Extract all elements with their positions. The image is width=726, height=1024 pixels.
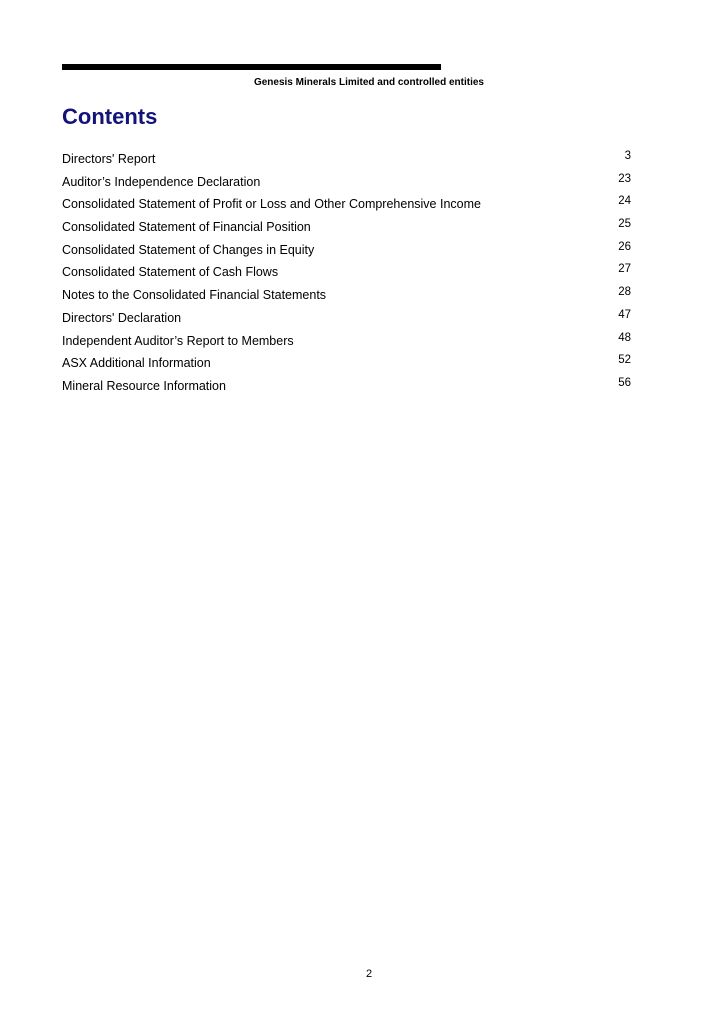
toc-entry-page: 3 [624, 150, 631, 162]
toc-entry-label: Consolidated Statement of Cash Flows [62, 265, 279, 280]
toc-entry-independent-auditors-report[interactable] [62, 332, 631, 355]
toc-entry-page: 24 [618, 195, 631, 208]
toc-entry-statement-of-changes-in-equity[interactable] [62, 241, 631, 264]
toc-entry-label: Auditor’s Independence Declaration [62, 174, 261, 189]
toc-entry-page: 23 [618, 172, 631, 185]
header-rule [62, 64, 441, 70]
toc-entry-page: 52 [618, 354, 631, 367]
toc-entry-page: 25 [618, 218, 631, 231]
toc-entry-directors-report[interactable] [62, 150, 631, 173]
toc-entry-page: 48 [618, 331, 631, 344]
toc-entry-page: 47 [618, 308, 631, 321]
toc-entry-label: Directors' Declaration [62, 310, 182, 325]
toc-entry-label: Consolidated Statement of Changes in Equity [62, 242, 315, 257]
toc-entry-statement-of-financial-position[interactable] [62, 218, 631, 241]
toc-entry-asx-additional-information[interactable] [62, 354, 631, 377]
toc-entry-label: Directors' Report [62, 152, 156, 166]
table-of-contents [62, 150, 631, 400]
toc-entry-notes-to-financial-statements[interactable] [62, 286, 631, 309]
header-entity-name: Genesis Minerals Limited and controlled entities [253, 77, 484, 88]
toc-entry-statement-of-cash-flows[interactable] [62, 263, 631, 286]
toc-entry-label: Mineral Resource Information [62, 378, 226, 393]
toc-entry-page: 56 [618, 376, 631, 389]
page-number: 2 [365, 968, 373, 980]
toc-entry-page: 26 [618, 240, 631, 253]
toc-entry-page: 27 [618, 263, 631, 276]
toc-entry-page: 28 [618, 286, 631, 299]
toc-entry-statement-of-profit-or-loss[interactable] [62, 195, 631, 218]
toc-entry-label: Consolidated Statement of Profit or Loss and Other Comprehensive Income [62, 197, 481, 212]
toc-entry-label: Consolidated Statement of Financial Position [62, 220, 311, 235]
toc-entry-directors-declaration[interactable] [62, 309, 631, 332]
toc-entry-label: Independent Auditor’s Report to Members [62, 333, 294, 348]
toc-entry-label: ASX Additional Information [62, 356, 211, 371]
toc-entry-auditors-independence-declaration[interactable] [62, 173, 631, 196]
toc-entry-mineral-resource-information[interactable] [62, 377, 631, 400]
page-title: Contents [62, 104, 158, 129]
toc-entry-label: Notes to the Consolidated Financial Statements [62, 288, 327, 303]
